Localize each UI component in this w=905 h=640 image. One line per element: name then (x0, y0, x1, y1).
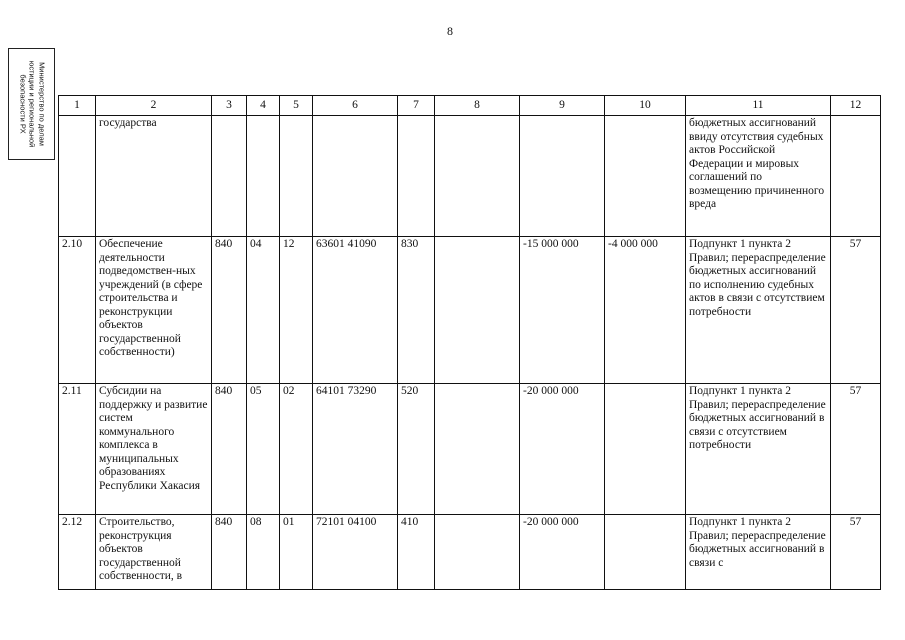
stamp-line: юстиции и региональной (27, 60, 37, 148)
expense-name: Строительство, реконструкция объектов государственной собственности, в (96, 515, 212, 590)
cell-col5: 12 (280, 237, 313, 384)
cell-col3 (212, 116, 247, 237)
row-number: 2.12 (59, 515, 96, 590)
registration-stamp (8, 48, 55, 160)
column-header: 4 (247, 96, 280, 116)
cell-col8 (435, 515, 520, 590)
cell-col10 (605, 116, 686, 237)
column-header: 7 (398, 96, 435, 116)
table-row (59, 515, 881, 590)
cell-col8 (435, 384, 520, 515)
cell-col3: 840 (212, 237, 247, 384)
basis-text: бюджетных ассигнований ввиду отсутствия судебных актов Российской Федерации и мировых соглашений по возмещению причиненного вреда (686, 116, 831, 237)
cell-col12: 57 (831, 384, 881, 515)
expense-name: государства (96, 116, 212, 237)
cell-col12 (831, 116, 881, 237)
cell-col4: 04 (247, 237, 280, 384)
table-header-row (59, 96, 881, 116)
budget-table (58, 95, 881, 590)
column-header: 6 (313, 96, 398, 116)
table-row (59, 116, 881, 237)
cell-col9: -20 000 000 (520, 384, 605, 515)
cell-col7: 520 (398, 384, 435, 515)
cell-col4 (247, 116, 280, 237)
cell-col10 (605, 384, 686, 515)
column-header: 8 (435, 96, 520, 116)
row-number: 2.10 (59, 237, 96, 384)
cell-col3: 840 (212, 515, 247, 590)
cell-col12: 57 (831, 237, 881, 384)
column-header: 12 (831, 96, 881, 116)
column-header: 5 (280, 96, 313, 116)
basis-text: Подпункт 1 пункта 2 Правил; перераспределение бюджетных ассигнований в связи с отсутствием потребности (686, 384, 831, 515)
row-number (59, 116, 96, 237)
cell-col6 (313, 116, 398, 237)
cell-col6: 63601 41090 (313, 237, 398, 384)
cell-col3: 840 (212, 384, 247, 515)
column-header: 10 (605, 96, 686, 116)
cell-col4: 08 (247, 515, 280, 590)
page-number: 8 (447, 24, 453, 38)
column-header: 2 (96, 96, 212, 116)
stamp-text (17, 52, 46, 156)
cell-col6: 72101 04100 (313, 515, 398, 590)
cell-col7 (398, 116, 435, 237)
cell-col7: 830 (398, 237, 435, 384)
cell-col10 (605, 515, 686, 590)
basis-text: Подпункт 1 пункта 2 Правил; перераспределение бюджетных ассигнований по исполнению судебных актов в связи с отсутствием потребности (686, 237, 831, 384)
cell-col8 (435, 116, 520, 237)
table-row (59, 237, 881, 384)
cell-col4: 05 (247, 384, 280, 515)
cell-col8 (435, 237, 520, 384)
stamp-line: Министерство по делам (36, 62, 46, 146)
cell-col5: 02 (280, 384, 313, 515)
basis-text: Подпункт 1 пункта 2 Правил; перераспределение бюджетных ассигнований в связи с (686, 515, 831, 590)
table-row (59, 384, 881, 515)
cell-col12: 57 (831, 515, 881, 590)
cell-col9: -20 000 000 (520, 515, 605, 590)
cell-col10: -4 000 000 (605, 237, 686, 384)
cell-col7: 410 (398, 515, 435, 590)
row-number: 2.11 (59, 384, 96, 515)
column-header: 1 (59, 96, 96, 116)
cell-col9 (520, 116, 605, 237)
column-header: 3 (212, 96, 247, 116)
column-header: 11 (686, 96, 831, 116)
expense-name: Субсидии на поддержку и развитие систем коммунального комплекса в муниципальных образованиях Республики Хакасия (96, 384, 212, 515)
cell-col6: 64101 73290 (313, 384, 398, 515)
stamp-line: безопасности РХ (17, 74, 27, 134)
column-header: 9 (520, 96, 605, 116)
cell-col5: 01 (280, 515, 313, 590)
cell-col5 (280, 116, 313, 237)
cell-col9: -15 000 000 (520, 237, 605, 384)
expense-name: Обеспечение деятельности подведомствен-ных учреждений (в сфере строительства и реконструкции объектов государственной собственности) (96, 237, 212, 384)
